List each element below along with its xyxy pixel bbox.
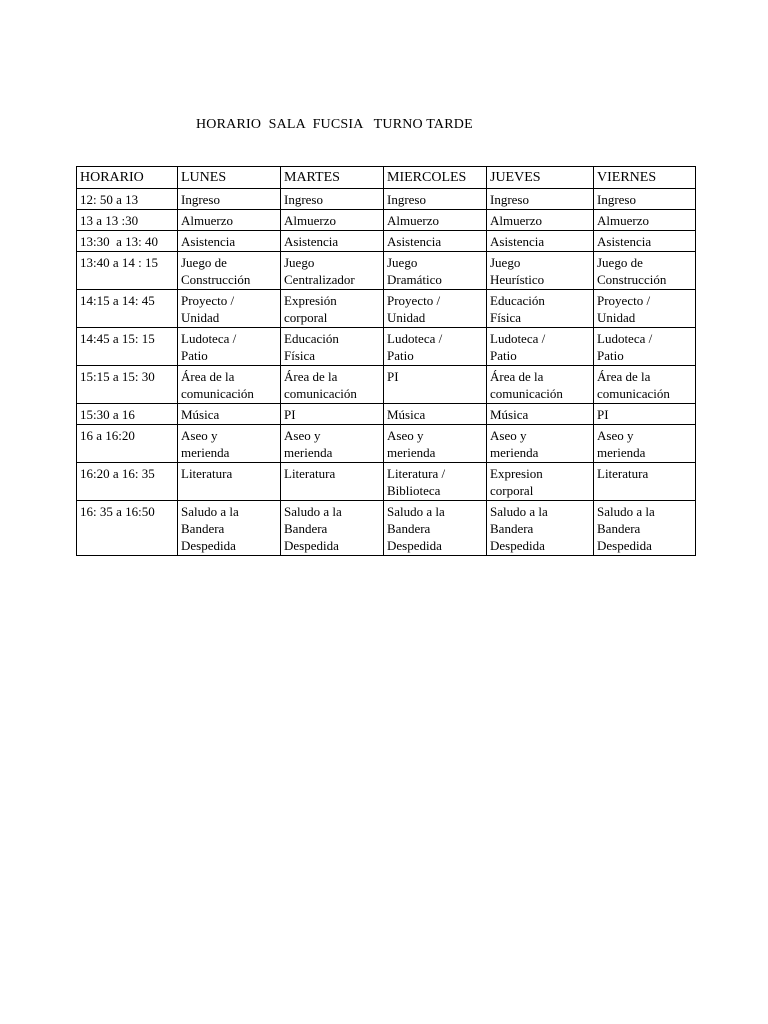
table-row [77, 189, 696, 210]
activity-cell: PI [384, 366, 487, 404]
column-header-lunes: LUNES [178, 167, 281, 189]
activity-cell: Juego Heurístico [487, 252, 594, 290]
schedule-table [76, 166, 696, 556]
activity-cell: Almuerzo [487, 210, 594, 231]
activity-cell: Saludo a la Bandera Despedida [281, 501, 384, 556]
activity-cell: Ludoteca / Patio [178, 328, 281, 366]
table-row [77, 404, 696, 425]
time-cell: 14:15 a 14: 45 [77, 290, 178, 328]
activity-cell: Literatura [594, 463, 696, 501]
activity-cell: Asistencia [487, 231, 594, 252]
activity-cell: Asistencia [594, 231, 696, 252]
table-row [77, 210, 696, 231]
activity-cell: Ingreso [384, 189, 487, 210]
activity-cell: Expresion corporal [487, 463, 594, 501]
activity-cell: Ingreso [594, 189, 696, 210]
table-row [77, 231, 696, 252]
activity-cell: Almuerzo [178, 210, 281, 231]
activity-cell: Asistencia [178, 231, 281, 252]
activity-cell: Aseo y merienda [594, 425, 696, 463]
activity-cell: Literatura [178, 463, 281, 501]
activity-cell: Expresión corporal [281, 290, 384, 328]
activity-cell: Área de la comunicación [487, 366, 594, 404]
time-cell: 16:20 a 16: 35 [77, 463, 178, 501]
page-title: HORARIO SALA FUCSIA TURNO TARDE [196, 117, 473, 132]
activity-cell: Almuerzo [281, 210, 384, 231]
activity-cell: Saludo a la Bandera Despedida [487, 501, 594, 556]
column-header-horario: HORARIO [77, 167, 178, 189]
activity-cell: Aseo y merienda [178, 425, 281, 463]
activity-cell: Ludoteca / Patio [487, 328, 594, 366]
time-cell: 13 a 13 :30 [77, 210, 178, 231]
activity-cell: Juego de Construcción [594, 252, 696, 290]
time-cell: 16: 35 a 16:50 [77, 501, 178, 556]
time-cell: 16 a 16:20 [77, 425, 178, 463]
activity-cell: PI [594, 404, 696, 425]
table-header-row [77, 167, 696, 189]
time-cell: 13:30 a 13: 40 [77, 231, 178, 252]
table-row [77, 463, 696, 501]
activity-cell: Saludo a la Bandera Despedida [384, 501, 487, 556]
activity-cell: Almuerzo [594, 210, 696, 231]
activity-cell: PI [281, 404, 384, 425]
activity-cell: Juego de Construcción [178, 252, 281, 290]
activity-cell: Educación Física [281, 328, 384, 366]
time-cell: 15:15 a 15: 30 [77, 366, 178, 404]
activity-cell: Música [487, 404, 594, 425]
activity-cell: Saludo a la Bandera Despedida [594, 501, 696, 556]
activity-cell: Literatura / Biblioteca [384, 463, 487, 501]
activity-cell: Área de la comunicación [281, 366, 384, 404]
table-row [77, 252, 696, 290]
activity-cell: Almuerzo [384, 210, 487, 231]
table-row [77, 328, 696, 366]
time-cell: 15:30 a 16 [77, 404, 178, 425]
column-header-jueves: JUEVES [487, 167, 594, 189]
table-row [77, 290, 696, 328]
activity-cell: Área de la comunicación [594, 366, 696, 404]
activity-cell: Proyecto / Unidad [594, 290, 696, 328]
activity-cell: Música [384, 404, 487, 425]
time-cell: 14:45 a 15: 15 [77, 328, 178, 366]
table-row [77, 425, 696, 463]
activity-cell: Asistencia [281, 231, 384, 252]
column-header-viernes: VIERNES [594, 167, 696, 189]
activity-cell: Juego Centralizador [281, 252, 384, 290]
activity-cell: Música [178, 404, 281, 425]
activity-cell: Literatura [281, 463, 384, 501]
activity-cell: Asistencia [384, 231, 487, 252]
activity-cell: Aseo y merienda [281, 425, 384, 463]
table-row [77, 501, 696, 556]
activity-cell: Proyecto / Unidad [178, 290, 281, 328]
table-row [77, 366, 696, 404]
activity-cell: Ingreso [178, 189, 281, 210]
activity-cell: Saludo a la Bandera Despedida [178, 501, 281, 556]
column-header-martes: MARTES [281, 167, 384, 189]
activity-cell: Ludoteca / Patio [594, 328, 696, 366]
activity-cell: Educación Física [487, 290, 594, 328]
activity-cell: Juego Dramático [384, 252, 487, 290]
activity-cell: Ludoteca / Patio [384, 328, 487, 366]
activity-cell: Ingreso [487, 189, 594, 210]
activity-cell: Ingreso [281, 189, 384, 210]
activity-cell: Proyecto / Unidad [384, 290, 487, 328]
activity-cell: Área de la comunicación [178, 366, 281, 404]
time-cell: 13:40 a 14 : 15 [77, 252, 178, 290]
activity-cell: Aseo y merienda [384, 425, 487, 463]
column-header-miercoles: MIERCOLES [384, 167, 487, 189]
time-cell: 12: 50 a 13 [77, 189, 178, 210]
activity-cell: Aseo y merienda [487, 425, 594, 463]
